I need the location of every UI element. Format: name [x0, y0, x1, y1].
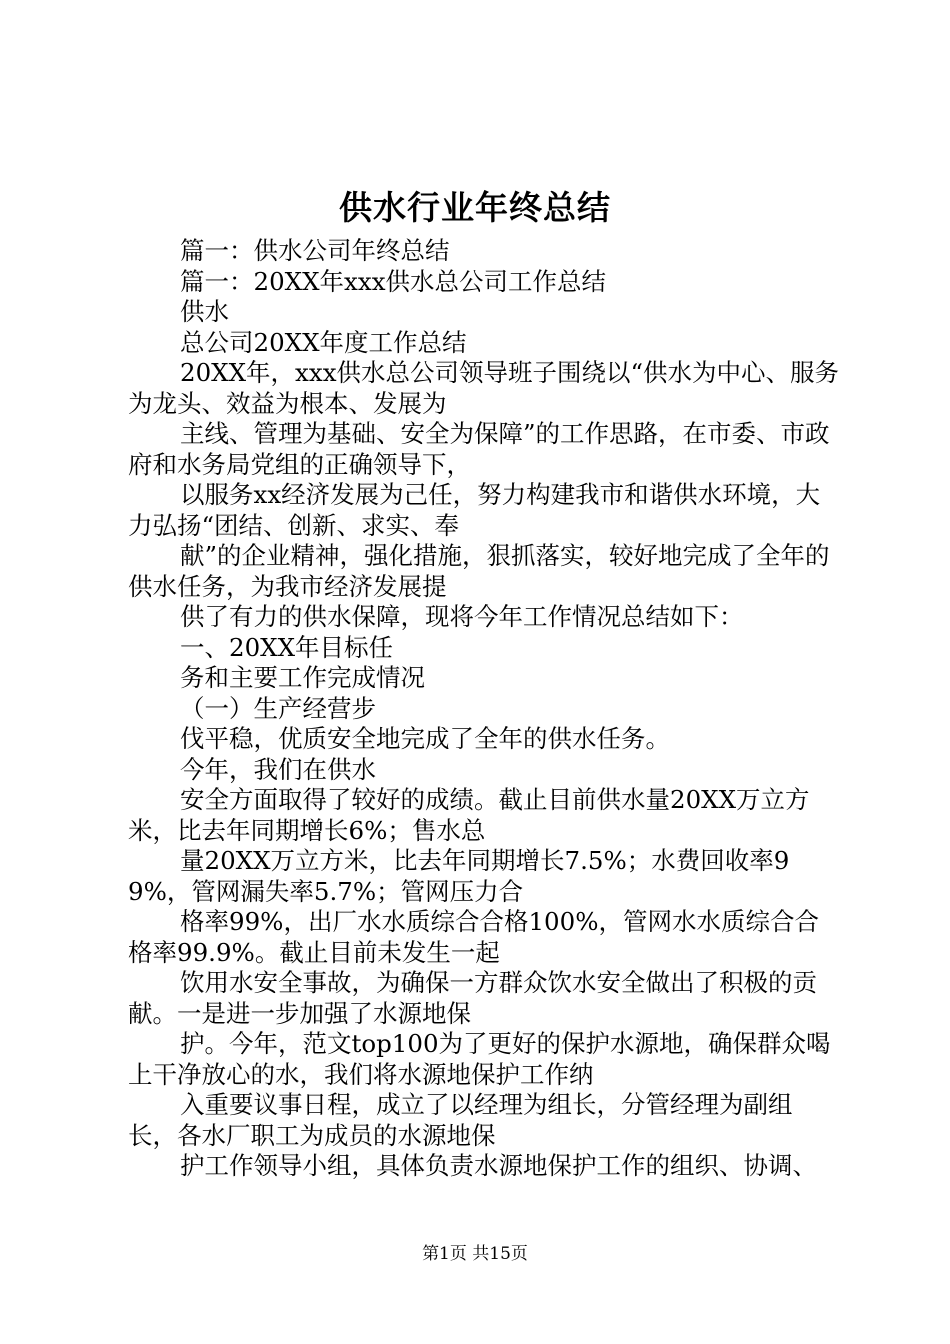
- paragraph: 供水: [180, 297, 229, 326]
- paragraph: 总公司20XX年度工作总结: [180, 327, 467, 357]
- paragraph: 量20XX万立方米，比去年同期增长7.5%；水费回收率99%，管网漏失率5.7%；管网压力合: [128, 846, 790, 906]
- paragraph: 安全方面取得了较好的成绩。截止目前供水量20XX万立方米，比去年同期增长6%；售水总: [128, 785, 810, 845]
- paragraph: 护。今年，范文top100为了更好的保护水源地，确保群众喝上干净放心的水，我们将水源地保护工作纳: [128, 1029, 831, 1089]
- paragraph: 供了有力的供水保障，现将今年工作情况总结如下：: [180, 602, 744, 631]
- document-body: [128, 236, 840, 1182]
- paragraph: 一、20XX年目标任: [180, 632, 394, 662]
- paragraph: 饮用水安全事故，为确保一方群众饮水安全做出了积极的贡献。一是进一步加强了水源地保: [128, 968, 817, 1028]
- paragraph: 篇一：供水公司年终总结: [180, 236, 450, 265]
- paragraph: 献”的企业精神，强化措施，狠抓落实，较好地完成了全年的供水任务，为我市经济发展提: [128, 541, 830, 601]
- paragraph: 格率99%，出厂水水质综合合格100%，管网水水质综合合格率99.9%。截止目前未发生一起: [128, 907, 819, 967]
- paragraph: （一）生产经营步: [180, 693, 376, 723]
- paragraph: 篇一：20XX年xxx供水总公司工作总结: [180, 266, 607, 296]
- paragraph: 入重要议事日程，成立了以经理为组长，分管经理为副组长，各水厂职工为成员的水源地保: [128, 1090, 793, 1150]
- paragraph: 主线、管理为基础、安全为保障”的工作思路，在市委、市政府和水务局党组的正确领导下，: [128, 419, 830, 479]
- paragraph: 伐平稳，优质安全地完成了全年的供水任务。: [180, 724, 670, 753]
- paragraph: 20XX年，xxx供水总公司领导班子围绕以“供水为中心、服务为龙头、效益为根本、发展为: [128, 358, 840, 418]
- paragraph: 护工作领导小组，具体负责水源地保护工作的组织、协调、: [180, 1151, 817, 1180]
- paragraph: 今年，我们在供水: [180, 754, 376, 784]
- paragraph: 以服务xx经济发展为己任，努力构建我市和谐供水环境，大力弘扬“团结、创新、求实、奉: [128, 480, 821, 540]
- document-title: 供水行业年终总结: [339, 188, 611, 227]
- page-number-footer: 第1页 共15页: [422, 1244, 528, 1264]
- paragraph: 务和主要工作完成情况: [180, 663, 425, 692]
